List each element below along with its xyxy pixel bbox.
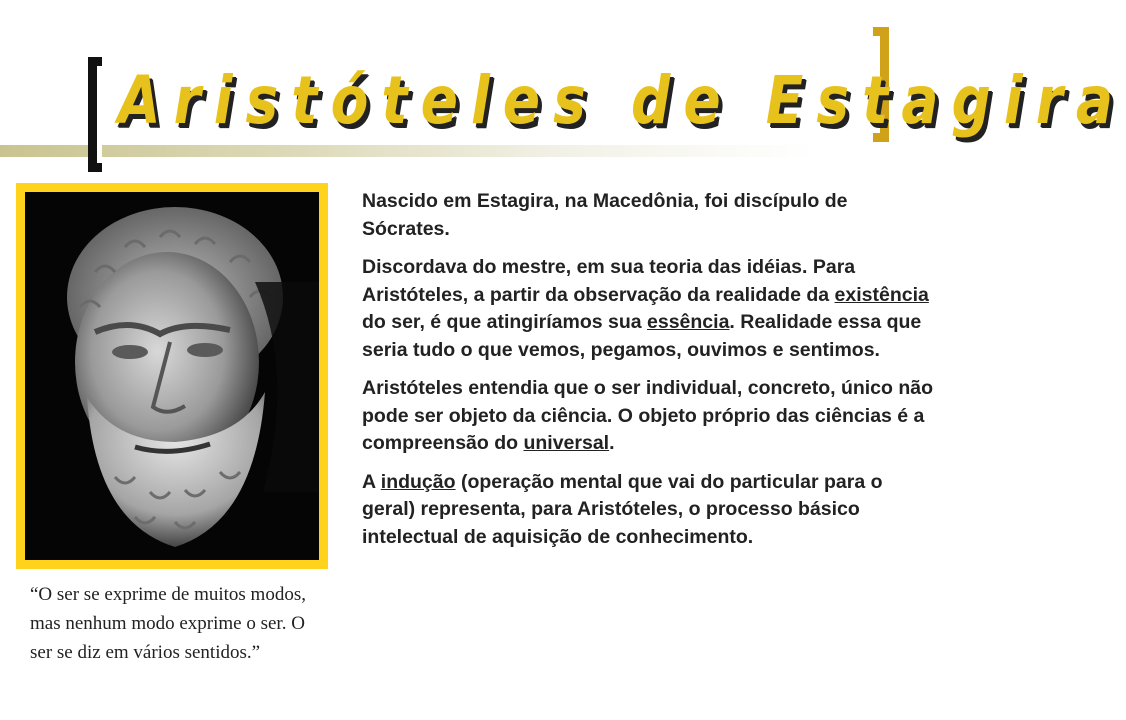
text-segment: (operação mental que vai do particular para o geral) representa, para Aristóteles, o processo básico intelectual de aquisição de conhecimento.: [362, 470, 883, 548]
text-segment: . Realidade essa que seria tudo o que vemos, pegamos, ouvimos e sentimos.: [362, 311, 922, 361]
page-title: Aristóteles de Estagira: [118, 62, 1126, 139]
text-segment: Discordava do mestre, em sua teoria das idéias. Para Aristóteles, a partir da observação da realidade da: [362, 256, 856, 306]
text-segment: .: [609, 432, 615, 454]
left-bracket: [88, 57, 102, 172]
term-essencia: essência: [647, 311, 730, 333]
aristotle-quote: “O ser se exprime de muitos modos, mas nenhum modo exprime o ser. O ser se diz em vários sentidos.”: [30, 584, 306, 663]
paragraph-birth: Nascido em Estagira, na Macedônia, foi discípulo de Sócrates.: [362, 190, 848, 240]
term-inducao: indução: [380, 470, 456, 493]
body-text: [362, 188, 937, 562]
aristotle-bust-image: [25, 192, 319, 560]
text-segment: Aristóteles entendia que o ser individual, concreto, único não pode ser objeto da ciência. O objeto próprio das ciências é a compreensão do: [362, 377, 934, 454]
term-universal: universal: [523, 432, 610, 454]
text-segment: do ser, é que atingiríamos sua: [362, 311, 648, 333]
paragraph-induction: [362, 469, 937, 552]
term-existencia: existência: [834, 283, 929, 306]
paragraph-theory: [362, 254, 937, 364]
aristotle-bust-icon: [25, 192, 319, 560]
paragraph-science: [362, 375, 937, 458]
text-segment: A: [362, 470, 381, 493]
